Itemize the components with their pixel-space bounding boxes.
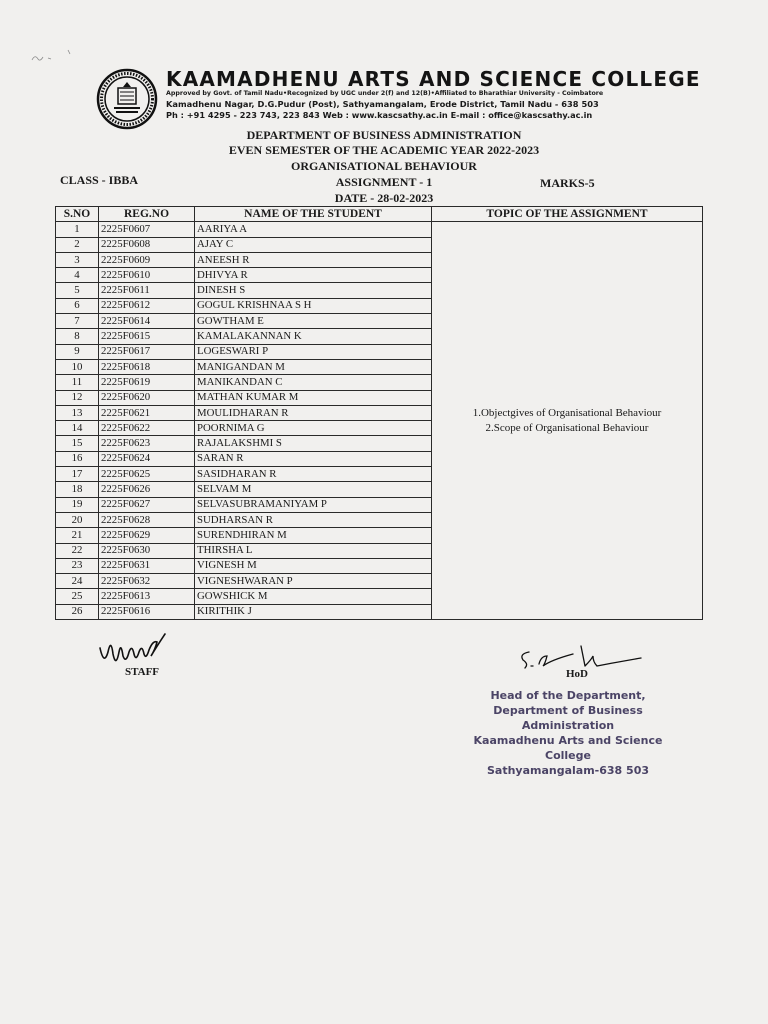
row-name: GOGUL KRISHNAA S H: [195, 298, 432, 313]
row-sno: 13: [56, 405, 99, 420]
row-regno: 2225F0632: [99, 574, 195, 589]
row-name: SELVAM M: [195, 482, 432, 497]
row-name: SUDHARSAN R: [195, 512, 432, 527]
header-topic: TOPIC OF THE ASSIGNMENT: [432, 207, 703, 222]
row-regno: 2225F0626: [99, 482, 195, 497]
row-regno: 2225F0616: [99, 604, 195, 619]
row-sno: 19: [56, 497, 99, 512]
row-name: MATHAN KUMAR M: [195, 390, 432, 405]
row-regno: 2225F0610: [99, 268, 195, 283]
stamp-line-1: Head of the Department,: [490, 689, 646, 702]
row-sno: 11: [56, 375, 99, 390]
row-sno: 17: [56, 467, 99, 482]
row-sno: 7: [56, 314, 99, 329]
stamp-line-2: Department of Business Administration: [493, 704, 643, 732]
row-regno: 2225F0609: [99, 252, 195, 267]
student-table: [55, 206, 703, 620]
row-regno: 2225F0629: [99, 528, 195, 543]
row-name: VIGNESH M: [195, 558, 432, 573]
table-row: [56, 222, 703, 237]
stamp-line-3: Kaamadhenu Arts and Science College: [473, 734, 663, 762]
row-regno: 2225F0612: [99, 298, 195, 313]
table-body: [56, 222, 703, 620]
row-sno: 6: [56, 298, 99, 313]
row-sno: 16: [56, 451, 99, 466]
row-sno: 18: [56, 482, 99, 497]
row-sno: 8: [56, 329, 99, 344]
row-name: POORNIMA G: [195, 421, 432, 436]
row-sno: 24: [56, 574, 99, 589]
row-name: GOWSHICK M: [195, 589, 432, 604]
pencil-scribble: [28, 44, 78, 68]
row-name: VIGNESHWARAN P: [195, 574, 432, 589]
row-name: ANEESH R: [195, 252, 432, 267]
row-name: MANIKANDAN C: [195, 375, 432, 390]
college-name: KAAMADHENU ARTS AND SCIENCE COLLEGE: [166, 67, 701, 91]
row-regno: 2225F0618: [99, 359, 195, 374]
row-name: MANIGANDAN M: [195, 359, 432, 374]
row-sno: 23: [56, 558, 99, 573]
row-name: SASIDHARAN R: [195, 467, 432, 482]
row-name: SELVASUBRAMANIYAM P: [195, 497, 432, 512]
row-regno: 2225F0623: [99, 436, 195, 451]
department-seal: [450, 688, 686, 778]
class-label: CLASS - IBBA: [60, 173, 139, 187]
row-regno: 2225F0607: [99, 222, 195, 237]
assignment-date: DATE - 28-02-2023: [334, 191, 434, 205]
row-regno: 2225F0611: [99, 283, 195, 298]
row-name: SURENDHIRAN M: [195, 528, 432, 543]
row-sno: 12: [56, 390, 99, 405]
row-sno: 9: [56, 344, 99, 359]
staff-label: STAFF: [125, 666, 160, 678]
row-name: KIRITHIK J: [195, 604, 432, 619]
row-name: KAMALAKANNAN K: [195, 329, 432, 344]
header-sno: S.NO: [56, 207, 99, 222]
row-sno: 14: [56, 421, 99, 436]
row-regno: 2225F0608: [99, 237, 195, 252]
row-regno: 2225F0627: [99, 497, 195, 512]
row-regno: 2225F0625: [99, 467, 195, 482]
row-name: RAJALAKSHMI S: [195, 436, 432, 451]
row-regno: 2225F0615: [99, 329, 195, 344]
assignment-topics: [432, 222, 703, 620]
table-header-row: [56, 207, 703, 222]
row-name: MOULIDHARAN R: [195, 405, 432, 420]
row-regno: 2225F0628: [99, 512, 195, 527]
college-address: Kamadhenu Nagar, D.G.Pudur (Post), Sathyamangalam, Erode District, Tamil Nadu - 638 503: [166, 99, 599, 109]
row-sno: 26: [56, 604, 99, 619]
row-regno: 2225F0621: [99, 405, 195, 420]
header-regno: REG.NO: [99, 207, 195, 222]
row-sno: 21: [56, 528, 99, 543]
row-sno: 10: [56, 359, 99, 374]
row-regno: 2225F0631: [99, 558, 195, 573]
row-name: LOGESWARI P: [195, 344, 432, 359]
row-sno: 5: [56, 283, 99, 298]
staff-signature: [98, 630, 198, 670]
row-sno: 1: [56, 222, 99, 237]
hod-label: HoD: [566, 668, 588, 680]
row-name: THIRSHA L: [195, 543, 432, 558]
row-name: GOWTHAM E: [195, 314, 432, 329]
row-name: DINESH S: [195, 283, 432, 298]
college-contact: Ph : +91 4295 - 223 743, 223 843 Web : www.kascsathy.ac.in E-mail : office@kascsathy.ac.in: [166, 110, 593, 120]
row-name: SARAN R: [195, 451, 432, 466]
row-sno: 4: [56, 268, 99, 283]
row-regno: 2225F0613: [99, 589, 195, 604]
semester-title: EVEN SEMESTER OF THE ACADEMIC YEAR 2022-2023: [228, 143, 540, 157]
assignment-title: ASSIGNMENT - 1: [335, 175, 433, 189]
marks-label: MARKS-5: [540, 176, 595, 190]
topic-item: 1.Objectgives of Organisational Behaviour: [472, 406, 662, 419]
row-regno: 2225F0624: [99, 451, 195, 466]
row-name: AARIYA A: [195, 222, 432, 237]
header-name: NAME OF THE STUDENT: [195, 207, 432, 222]
subject-title: ORGANISATIONAL BEHAVIOUR: [291, 159, 477, 173]
row-regno: 2225F0617: [99, 344, 195, 359]
row-sno: 22: [56, 543, 99, 558]
row-regno: 2225F0619: [99, 375, 195, 390]
row-sno: 25: [56, 589, 99, 604]
row-sno: 15: [56, 436, 99, 451]
topic-item: 2.Scope of Organisational Behaviour: [485, 421, 649, 434]
row-regno: 2225F0622: [99, 421, 195, 436]
row-sno: 20: [56, 512, 99, 527]
row-name: AJAY C: [195, 237, 432, 252]
row-regno: 2225F0620: [99, 390, 195, 405]
stamp-line-4: Sathyamangalam-638 503: [486, 764, 649, 777]
college-logo-icon: [96, 68, 158, 130]
row-regno: 2225F0614: [99, 314, 195, 329]
college-approval-line: Approved by Govt. of Tamil Nadu•Recognized by UGC under 2(f) and 12(B)•Affiliated to Bharathiar University - Coimbatore: [166, 90, 604, 97]
row-regno: 2225F0630: [99, 543, 195, 558]
row-name: DHIVYA R: [195, 268, 432, 283]
department-title: DEPARTMENT OF BUSINESS ADMINISTRATION: [246, 128, 522, 142]
row-sno: 3: [56, 252, 99, 267]
row-sno: 2: [56, 237, 99, 252]
